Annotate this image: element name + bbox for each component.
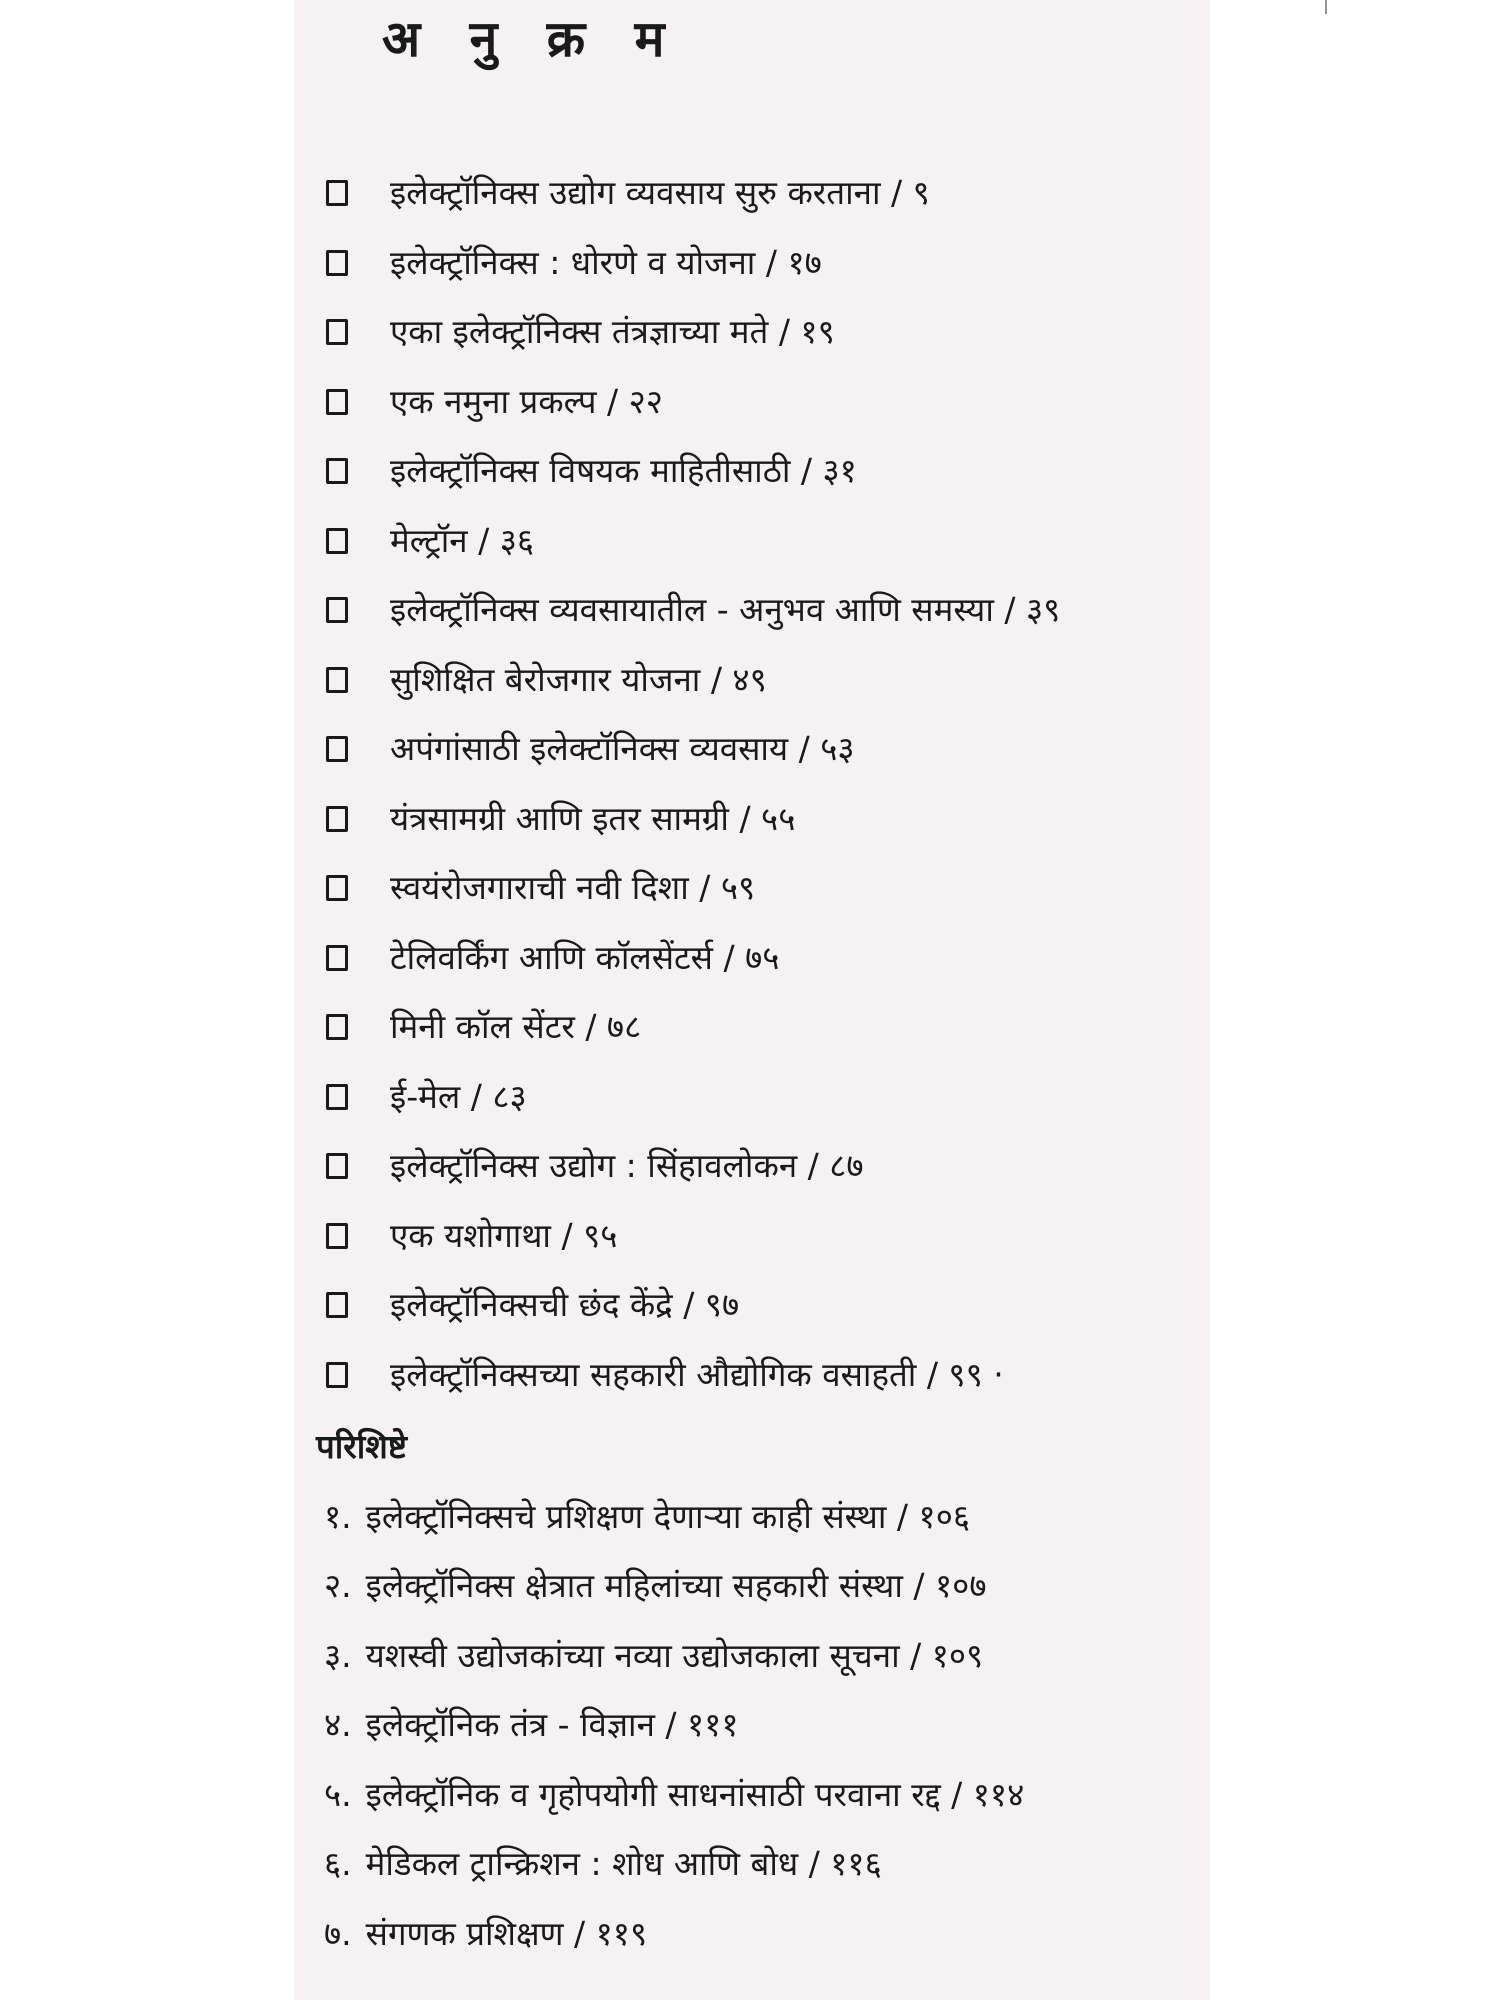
checkbox-icon <box>326 1084 348 1110</box>
checkbox-icon <box>326 528 348 554</box>
checkbox-icon <box>326 389 348 415</box>
toc-entry <box>326 794 795 844</box>
toc-entry <box>326 1280 739 1330</box>
toc-entry-text: इलेक्ट्रॉनिक्स विषयक माहितीसाठी / ३१ <box>390 451 857 490</box>
checkbox-icon <box>326 875 348 901</box>
toc-entry <box>326 655 767 705</box>
toc-entry-text: एक यशोगाथा / ९५ <box>390 1216 618 1255</box>
appendix-text: इलेक्ट्रॉनिक्सचे प्रशिक्षण देणाऱ्या काही संस्था / १०६ <box>365 1497 971 1536</box>
appendix-number: ३. <box>324 1636 352 1675</box>
appendix-text: संगणक प्रशिक्षण / ११९ <box>365 1914 648 1953</box>
appendix-heading: परिशिष्टे <box>316 1427 408 1466</box>
toc-entry-text: एका इलेक्ट्रॉनिक्स तंत्रज्ञाच्या मते / १९ <box>390 312 835 351</box>
appendix-text: इलेक्ट्रॉनिक तंत्र - विज्ञान / १११ <box>365 1705 739 1744</box>
toc-entry <box>326 516 534 566</box>
appendix-number: ५. <box>324 1775 352 1814</box>
toc-entry <box>326 1141 864 1191</box>
appendix-entry <box>324 1909 647 1959</box>
checkbox-icon <box>326 1014 348 1040</box>
toc-entry <box>326 168 930 218</box>
appendix-number: ६. <box>324 1844 352 1883</box>
toc-entry-text: स्वयंरोजगाराची नवी दिशा / ५९ <box>390 868 756 907</box>
toc-entry <box>326 307 835 357</box>
checkbox-icon <box>326 458 348 484</box>
appendix-entry <box>324 1631 983 1681</box>
toc-entry-text: इलेक्ट्रॉनिक्स व्यवसायातील - अनुभव आणि समस्या / ३९ <box>390 590 1061 629</box>
toc-entry <box>326 585 1060 635</box>
toc-entry-text: अपंगांसाठी इलेक्टॉनिक्स व्यवसाय / ५३ <box>390 729 855 768</box>
toc-entry-text: एक नमुना प्रकल्प / २२ <box>390 382 663 421</box>
checkbox-icon <box>326 1153 348 1179</box>
book-page <box>294 0 1210 2000</box>
toc-entry-text: मेल्ट्रॉन / ३६ <box>390 521 535 560</box>
toc-entry-text: इलेक्ट्रॉनिक्सची छंद केंद्रे / ९७ <box>390 1285 740 1324</box>
checkbox-icon <box>326 736 348 762</box>
appendix-entry <box>324 1839 882 1889</box>
toc-entry <box>326 1350 1004 1400</box>
appendix-number: ७. <box>324 1914 352 1953</box>
toc-entry-text: ई-मेल / ८३ <box>390 1077 527 1116</box>
checkbox-icon <box>326 667 348 693</box>
toc-entry-text: इलेक्ट्रॉनिक्स उद्योग व्यवसाय सुरु करताना / ९ <box>390 173 930 212</box>
checkbox-icon <box>326 319 348 345</box>
appendix-text: यशस्वी उद्योजकांच्या नव्या उद्योजकाला सूचना / १०९ <box>365 1636 984 1675</box>
margin-mark <box>1325 0 1327 14</box>
checkbox-icon <box>326 1223 348 1249</box>
appendix-number: ४. <box>324 1705 352 1744</box>
toc-entry <box>326 238 822 288</box>
appendix-text: इलेक्ट्रॉनिक व गृहोपयोगी साधनांसाठी परवाना रद्द / ११४ <box>365 1775 1025 1814</box>
checkbox-icon <box>326 806 348 832</box>
appendix-entry <box>324 1492 970 1542</box>
checkbox-icon <box>326 597 348 623</box>
checkbox-icon <box>326 1362 348 1388</box>
toc-entry-text: यंत्रसामग्री आणि इतर सामग्री / ५५ <box>390 799 796 838</box>
checkbox-icon <box>326 250 348 276</box>
appendix-entry <box>324 1700 739 1750</box>
toc-entry-text: मिनी कॉल सेंटर / ७८ <box>390 1007 642 1046</box>
toc-entry <box>326 1002 641 1052</box>
checkbox-icon <box>326 1292 348 1318</box>
toc-entry <box>326 933 779 983</box>
toc-entry-text: इलेक्ट्रॉनिक्सच्या सहकारी औद्योगिक वसाहती / ९९ · <box>390 1355 1004 1394</box>
toc-entry-text: टेलिवर्किंग आणि कॉलसेंटर्स / ७५ <box>390 938 780 977</box>
appendix-number: २. <box>324 1566 352 1605</box>
appendix-entry <box>324 1561 987 1611</box>
toc-entry <box>326 863 755 913</box>
toc-entry <box>326 446 857 496</box>
appendix-number: १. <box>324 1497 352 1536</box>
toc-entry-text: सुशिक्षित बेरोजगार योजना / ४९ <box>390 660 767 699</box>
toc-entry <box>326 377 663 427</box>
appendix-entry <box>324 1770 1024 1820</box>
checkbox-icon <box>326 180 348 206</box>
appendix-text: मेडिकल ट्रान्क्रिशन : शोध आणि बोध / ११६ <box>365 1844 882 1883</box>
toc-entry-text: इलेक्ट्रॉनिक्स उद्योग : सिंहावलोकन / ८७ <box>390 1146 864 1185</box>
checkbox-icon <box>326 945 348 971</box>
toc-entry-text: इलेक्ट्रॉनिक्स : धोरणे व योजना / १७ <box>390 243 822 282</box>
toc-entry <box>326 1211 617 1261</box>
page-title: अ नु क्र म <box>382 10 681 68</box>
toc-entry <box>326 1072 527 1122</box>
toc-entry <box>326 724 855 774</box>
appendix-text: इलेक्ट्रॉनिक्स क्षेत्रात महिलांच्या सहकारी संस्था / १०७ <box>365 1566 987 1605</box>
